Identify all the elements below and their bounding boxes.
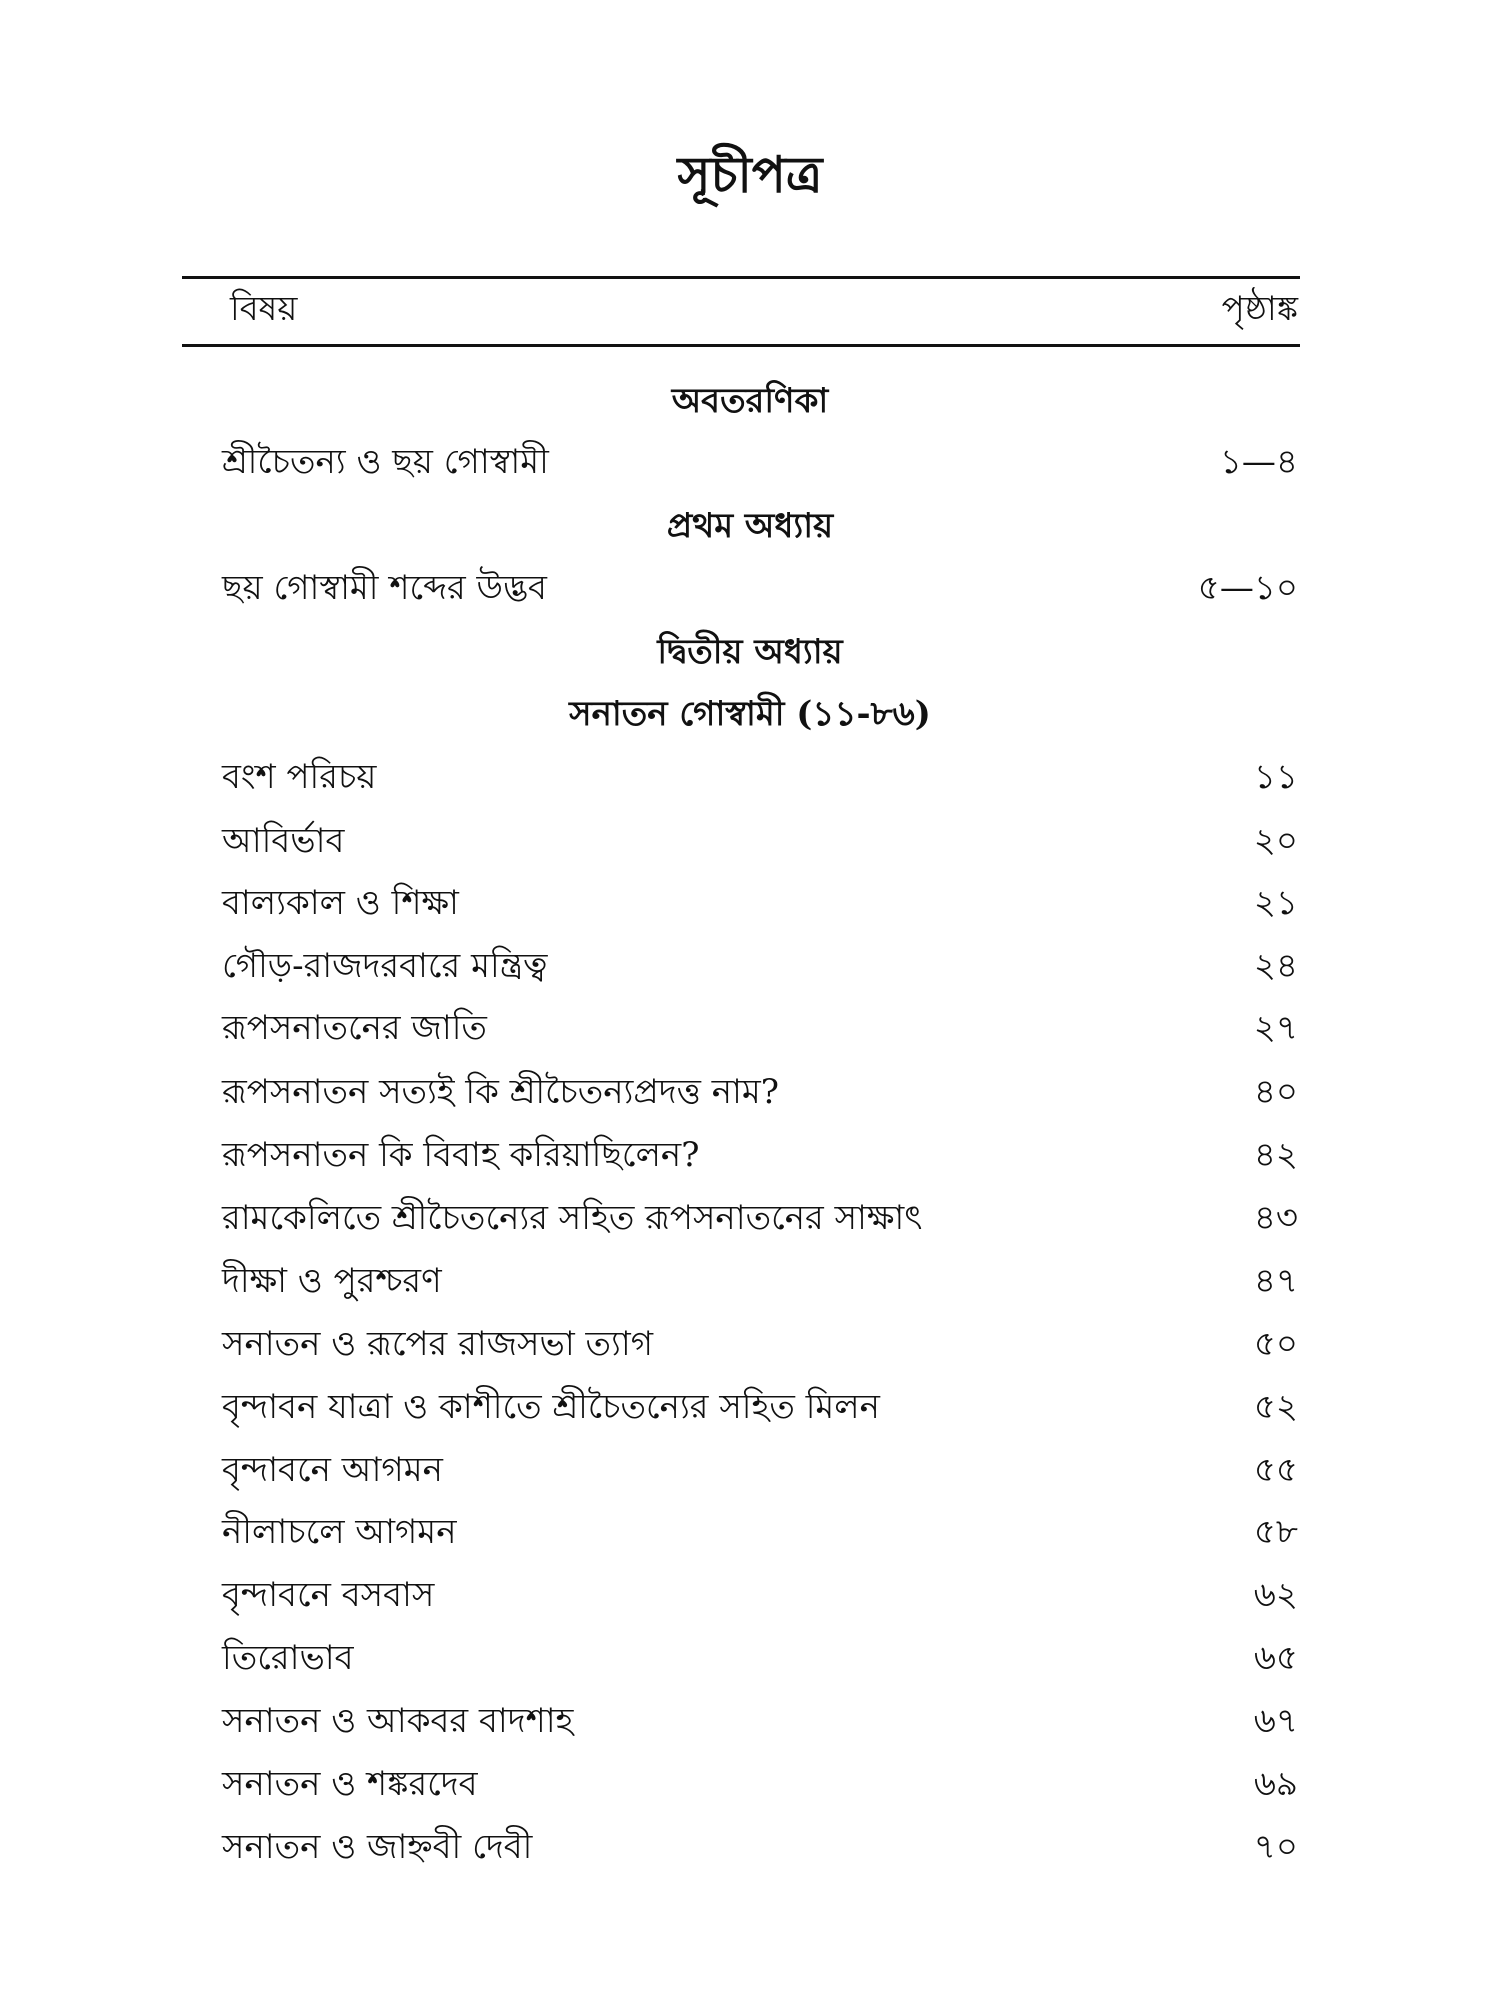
entry-page: ৪০	[1253, 1072, 1298, 1112]
section-heading: দ্বিতীয় অধ্যায়	[657, 632, 843, 672]
entry-topic: সনাতন ও শঙ্করদেব	[222, 1764, 478, 1804]
entry-topic: রূপসনাতন কি বিবাহ করিয়াছিলেন?	[222, 1135, 700, 1175]
entry-topic: ছয় গোস্বামী শব্দের উদ্ভব	[222, 568, 547, 608]
toc-entry	[0, 1252, 1500, 1310]
toc-entry	[0, 1755, 1500, 1813]
toc-entry	[0, 559, 1500, 617]
header-page-label: পৃষ্ঠাঙ্ক	[1221, 288, 1298, 329]
entry-page: ২৪	[1253, 946, 1298, 986]
entry-topic: বৃন্দাবনে আগমন	[222, 1450, 443, 1490]
header-bottom-rule	[182, 344, 1300, 347]
entry-topic: গৌড়-রাজদরবারে মন্ত্রিত্ব	[222, 946, 548, 986]
entry-page: ২০	[1253, 821, 1298, 861]
header-topic-label: বিষয়	[230, 288, 298, 329]
entry-topic: দীক্ষা ও পুরশ্চরণ	[222, 1261, 442, 1301]
entry-topic: বৃন্দাবন যাত্রা ও কাশীতে শ্রীচৈতন্যের সহিত মিলন	[222, 1387, 880, 1427]
entry-topic: রূপসনাতনের জাতি	[222, 1008, 487, 1048]
entry-page: ৪৩	[1253, 1198, 1298, 1238]
toc-entry	[0, 433, 1500, 491]
toc-entry	[0, 1063, 1500, 1121]
entry-topic: বংশ পরিচয়	[222, 757, 377, 797]
toc-entry	[0, 812, 1500, 870]
section-heading: প্রথম অধ্যায়	[666, 506, 834, 546]
section-subheading: সনাতন গোস্বামী (১১-৮৬)	[569, 694, 931, 734]
toc-entry	[0, 748, 1500, 806]
toc-entry	[0, 1189, 1500, 1247]
section-heading: অবতরণিকা	[671, 381, 829, 421]
entry-topic: নীলাচলে আগমন	[222, 1512, 457, 1552]
entry-topic: সনাতন ও আকবর বাদশাহ	[222, 1701, 574, 1741]
entry-page: ৫—১০	[1197, 568, 1298, 608]
toc-entry	[0, 999, 1500, 1057]
entry-page: ৫০	[1253, 1324, 1298, 1364]
entry-page: ৪২	[1253, 1135, 1298, 1175]
entry-page: ৬৫	[1253, 1638, 1298, 1678]
entry-page: ৪৭	[1253, 1261, 1298, 1301]
entry-topic: রূপসনাতন সত্যই কি শ্রীচৈতন্যপ্রদত্ত নাম?	[222, 1072, 780, 1112]
header-top-rule	[182, 276, 1300, 279]
entry-topic: শ্রীচৈতন্য ও ছয় গোস্বামী	[222, 442, 549, 482]
entry-page: ১—৪	[1219, 442, 1298, 482]
entry-topic: রামকেলিতে শ্রীচৈতন্যের সহিত রূপসনাতনের সাক্ষাৎ	[222, 1198, 923, 1238]
entry-page: ৬৭	[1253, 1701, 1298, 1741]
toc-entry	[0, 1629, 1500, 1687]
toc-entry	[0, 1315, 1500, 1373]
toc-entry	[0, 1503, 1500, 1561]
toc-entry	[0, 1692, 1500, 1750]
entry-topic: বাল্যকাল ও শিক্ষা	[222, 883, 459, 923]
toc-entry	[0, 874, 1500, 932]
entry-page: ১১	[1253, 757, 1298, 797]
entry-page: ২৭	[1253, 1008, 1298, 1048]
toc-entry	[0, 1818, 1500, 1876]
entry-page: ৭০	[1253, 1827, 1298, 1867]
entry-page: ৫৫	[1253, 1450, 1298, 1490]
entry-topic: সনাতন ও রূপের রাজসভা ত্যাগ	[222, 1324, 654, 1364]
entry-topic: বৃন্দাবনে বসবাস	[222, 1575, 435, 1615]
table-header	[230, 286, 1298, 336]
toc-entry	[0, 1126, 1500, 1184]
entry-topic: সনাতন ও জাহ্নবী দেবী	[222, 1827, 533, 1867]
entry-page: ৫৮	[1253, 1512, 1298, 1552]
entry-topic: আবির্ভাব	[222, 821, 345, 861]
toc-entry	[0, 1566, 1500, 1624]
page-title: সূচীপত্র	[677, 145, 823, 204]
entry-topic: তিরোভাব	[222, 1638, 354, 1678]
entry-page: ৬২	[1253, 1575, 1298, 1615]
toc-entry	[0, 1378, 1500, 1436]
entry-page: ৫২	[1253, 1387, 1298, 1427]
toc-entry	[0, 937, 1500, 995]
toc-entry	[0, 1441, 1500, 1499]
entry-page: ৬৯	[1253, 1764, 1298, 1804]
entry-page: ২১	[1253, 883, 1298, 923]
